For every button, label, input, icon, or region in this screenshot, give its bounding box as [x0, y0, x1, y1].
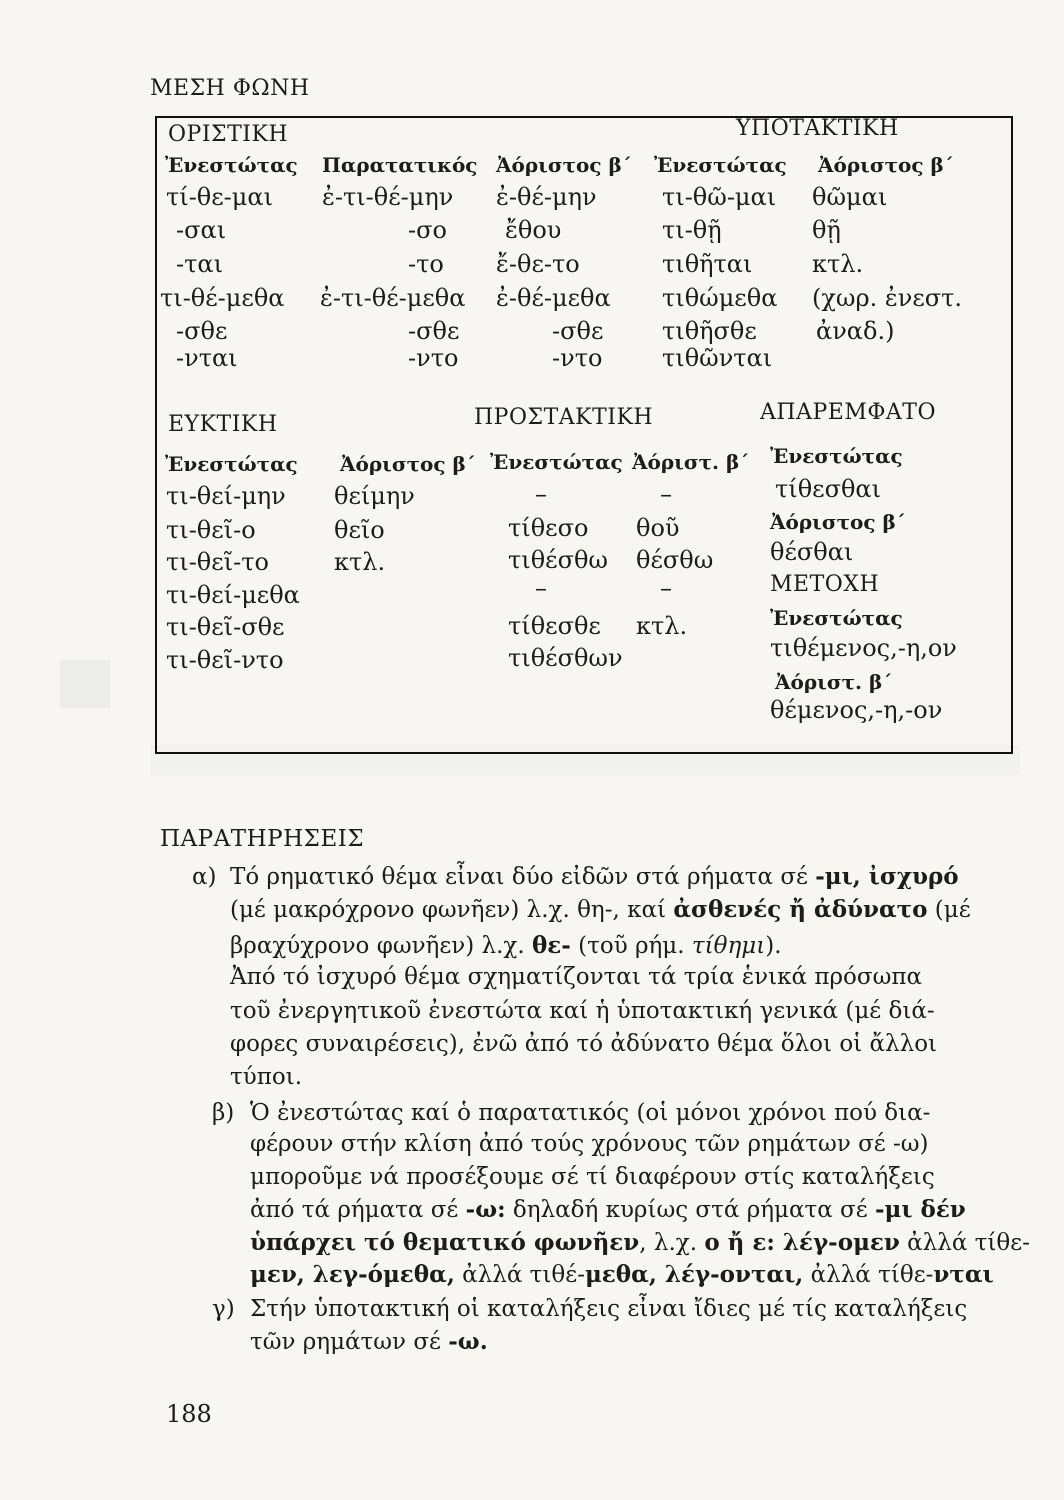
table-cell: τιθέσθων [508, 644, 623, 672]
table-cell: θεῖο [334, 516, 385, 544]
bottom-header-col4: Ἀόριστ. β΄ [632, 450, 750, 474]
table-cell: θοῦ [636, 514, 680, 542]
table-cell: -το [408, 250, 444, 278]
table-cell: τιθῶνται [662, 344, 773, 372]
top-header-col1: Ἐνεστώτας [165, 153, 298, 177]
table-cell: τι-θεῖ-σθε [166, 613, 285, 641]
table-cell: τιθῆται [662, 250, 753, 278]
table-cell: – [535, 574, 547, 602]
top-header-col3: Ἀόριστος β΄ [496, 153, 632, 177]
section-metochi: ΜΕΤΟΧΗ [770, 572, 880, 597]
table-cell: τιθῆσθε [662, 317, 757, 345]
note-a-line: Ἀπό τό ἰσχυρό θέμα σχηματίζονται τά τρία ἑνικά πρόσωπα [230, 964, 922, 990]
notes-title: ΠΑΡΑΤΗΡΗΣΕΙΣ [160, 826, 365, 852]
section-oristiki: ΟΡΙΣΤΙΚΗ [168, 122, 289, 147]
table-cell: τι-θεῖ-ο [166, 516, 256, 544]
top-header-col4: Ἐνεστώτας [654, 153, 787, 177]
aparemfato-aorist-label: Ἀόριστος β΄ [770, 510, 906, 534]
note-c-line: τῶν ρημάτων σέ -ω. [250, 1328, 488, 1355]
note-a-line: φορες συναιρέσεις), ἐνῶ ἀπό τό ἀδύνατο θέμα ὅλοι οἱ ἄλλοι [230, 1031, 938, 1057]
table-cell: θῇ [812, 216, 841, 244]
table-cell: -σο [408, 216, 447, 244]
table-cell: τι-θῇ [662, 216, 722, 244]
table-cell: θῶμαι [812, 183, 888, 211]
note-b-line: ἀπό τά ρήματα σέ -ω: δηλαδή κυρίως στά ρήματα σέ -μι δέν [250, 1196, 966, 1223]
note-a-line: βραχύχρονο φωνῆεν) λ.χ. θε- (τοῦ ρήμ. τίθημι). [230, 932, 782, 959]
table-cell: τι-θῶ-μαι [662, 183, 777, 211]
table-cell: τι-θεῖ-το [166, 548, 269, 576]
bottom-header-col5: Ἐνεστώτας [770, 444, 903, 468]
table-cell: κτλ. [636, 612, 688, 640]
section-aparemfato: ΑΠΑΡΕΜΦΑΤΟ [760, 400, 936, 425]
note-b-label: β) [212, 1100, 235, 1126]
section-efktiki: ΕΥΚΤΙΚΗ [168, 412, 278, 437]
table-cell: – [660, 574, 672, 602]
table-cell: τι-θεί-μεθα [166, 581, 300, 609]
table-cell: -σθε [408, 317, 460, 345]
table-cell: ἐ-τι-θέ-μεθα [320, 284, 466, 312]
note-b-line: φέρουν στήν κλίση ἀπό τούς χρόνους τῶν ρημάτων σέ -ω) [250, 1131, 929, 1157]
metochi-aorist-label: Ἀόριστ. β΄ [775, 670, 893, 694]
aparemfato-present: τίθεσθαι [775, 475, 882, 503]
metochi-aorist: θέμενος,-η,-ον [770, 696, 943, 724]
note-c-label: γ) [212, 1296, 235, 1322]
table-cell: -σαι [176, 216, 227, 244]
table-cell: -σθε [552, 317, 604, 345]
note-a-line: τύποι. [230, 1064, 302, 1090]
table-cell: -ντο [408, 344, 459, 372]
table-cell: -σθε [176, 317, 228, 345]
table-cell: ἐ-θέ-μην [496, 183, 597, 211]
section-ypotaktiki: ΥΠΟΤΑΚΤΙΚΗ [736, 116, 899, 141]
note-b-line: Ὁ ἐνεστώτας καί ὁ παρατατικός (οἱ μόνοι χρόνοι πού δια- [250, 1100, 931, 1126]
metochi-present: τιθέμενος,-η,ον [770, 634, 957, 662]
table-cell: ἔ-θε-το [496, 250, 580, 278]
table-cell: (χωρ. ἐνεστ. [812, 284, 963, 312]
table-cell: τιθέσθω [508, 546, 608, 574]
table-cell: ἀναδ.) [816, 317, 895, 345]
note-b-line: μεν, λεγ-όμεθα, ἀλλά τιθέ-μεθα, λέγ-ονται, ἀλλά τίθε-νται [250, 1261, 994, 1288]
bottom-header-col1: Ἐνεστώτας [165, 452, 298, 476]
table-cell: θείμην [334, 482, 415, 510]
bottom-header-col2: Ἀόριστος β΄ [340, 452, 476, 476]
table-cell: -ται [176, 250, 224, 278]
table-cell: -ντο [552, 344, 603, 372]
table-cell: τιθώμεθα [662, 284, 778, 312]
table-cell: ἔθου [505, 216, 562, 244]
table-cell: τι-θεί-μην [166, 482, 286, 510]
metochi-present-label: Ἐνεστώτας [770, 606, 903, 630]
note-a-label: α) [192, 864, 217, 890]
page-title: ΜΕΣΗ ΦΩΝΗ [150, 76, 310, 101]
table-cell: τίθεσθε [508, 612, 601, 640]
note-b-line: ὑπάρχει τό θεματικό φωνῆεν, λ.χ. ο ἤ ε: λέγ-ομεν ἀλλά τίθε- [250, 1229, 1030, 1256]
table-cell: ἐ-θέ-μεθα [496, 284, 611, 312]
table-cell: τίθεσο [508, 514, 589, 542]
bottom-header-col3: Ἐνεστώτας [490, 450, 623, 474]
table-cell: -νται [176, 344, 238, 372]
top-header-col5: Ἀόριστος β΄ [818, 153, 954, 177]
note-a-line: Τό ρηματικό θέμα εἶναι δύο εἰδῶν στά ρήματα σέ -μι, ἰσχυρό [230, 863, 959, 890]
table-cell: – [660, 480, 672, 508]
aparemfato-aorist: θέσθαι [770, 538, 854, 566]
table-cell: θέσθω [636, 546, 714, 574]
table-cell: – [535, 480, 547, 508]
bleed-through-left-block [60, 660, 110, 708]
table-cell: τι-θεῖ-ντο [166, 646, 284, 674]
table-cell: ἐ-τι-θέ-μην [322, 183, 454, 211]
page-number: 188 [166, 1400, 212, 1428]
section-prostaktiki: ΠΡΟΣΤΑΚΤΙΚΗ [474, 405, 654, 430]
note-a-line: τοῦ ἐνεργητικοῦ ἐνεστώτα καί ἡ ὑποτακτική γενικά (μέ διά- [230, 998, 935, 1024]
note-a-line: (μέ μακρόχρονο φωνῆεν) λ.χ. θη-, καί ἀσθενές ἤ ἀδύνατο (μέ [230, 896, 971, 923]
table-cell: κτλ. [812, 250, 864, 278]
table-cell: κτλ. [334, 548, 386, 576]
top-header-col2: Παρατατικός [322, 153, 478, 177]
note-b-line: μποροῦμε νά προσέξουμε σέ τί διαφέρουν στίς καταλήξεις [250, 1164, 935, 1190]
table-cell: τί-θε-μαι [166, 183, 274, 211]
note-c-line: Στήν ὑποτακτική οἱ καταλήξεις εἶναι ἴδιες μέ τίς καταλήξεις [250, 1296, 968, 1322]
table-cell: τι-θέ-μεθα [160, 284, 285, 312]
